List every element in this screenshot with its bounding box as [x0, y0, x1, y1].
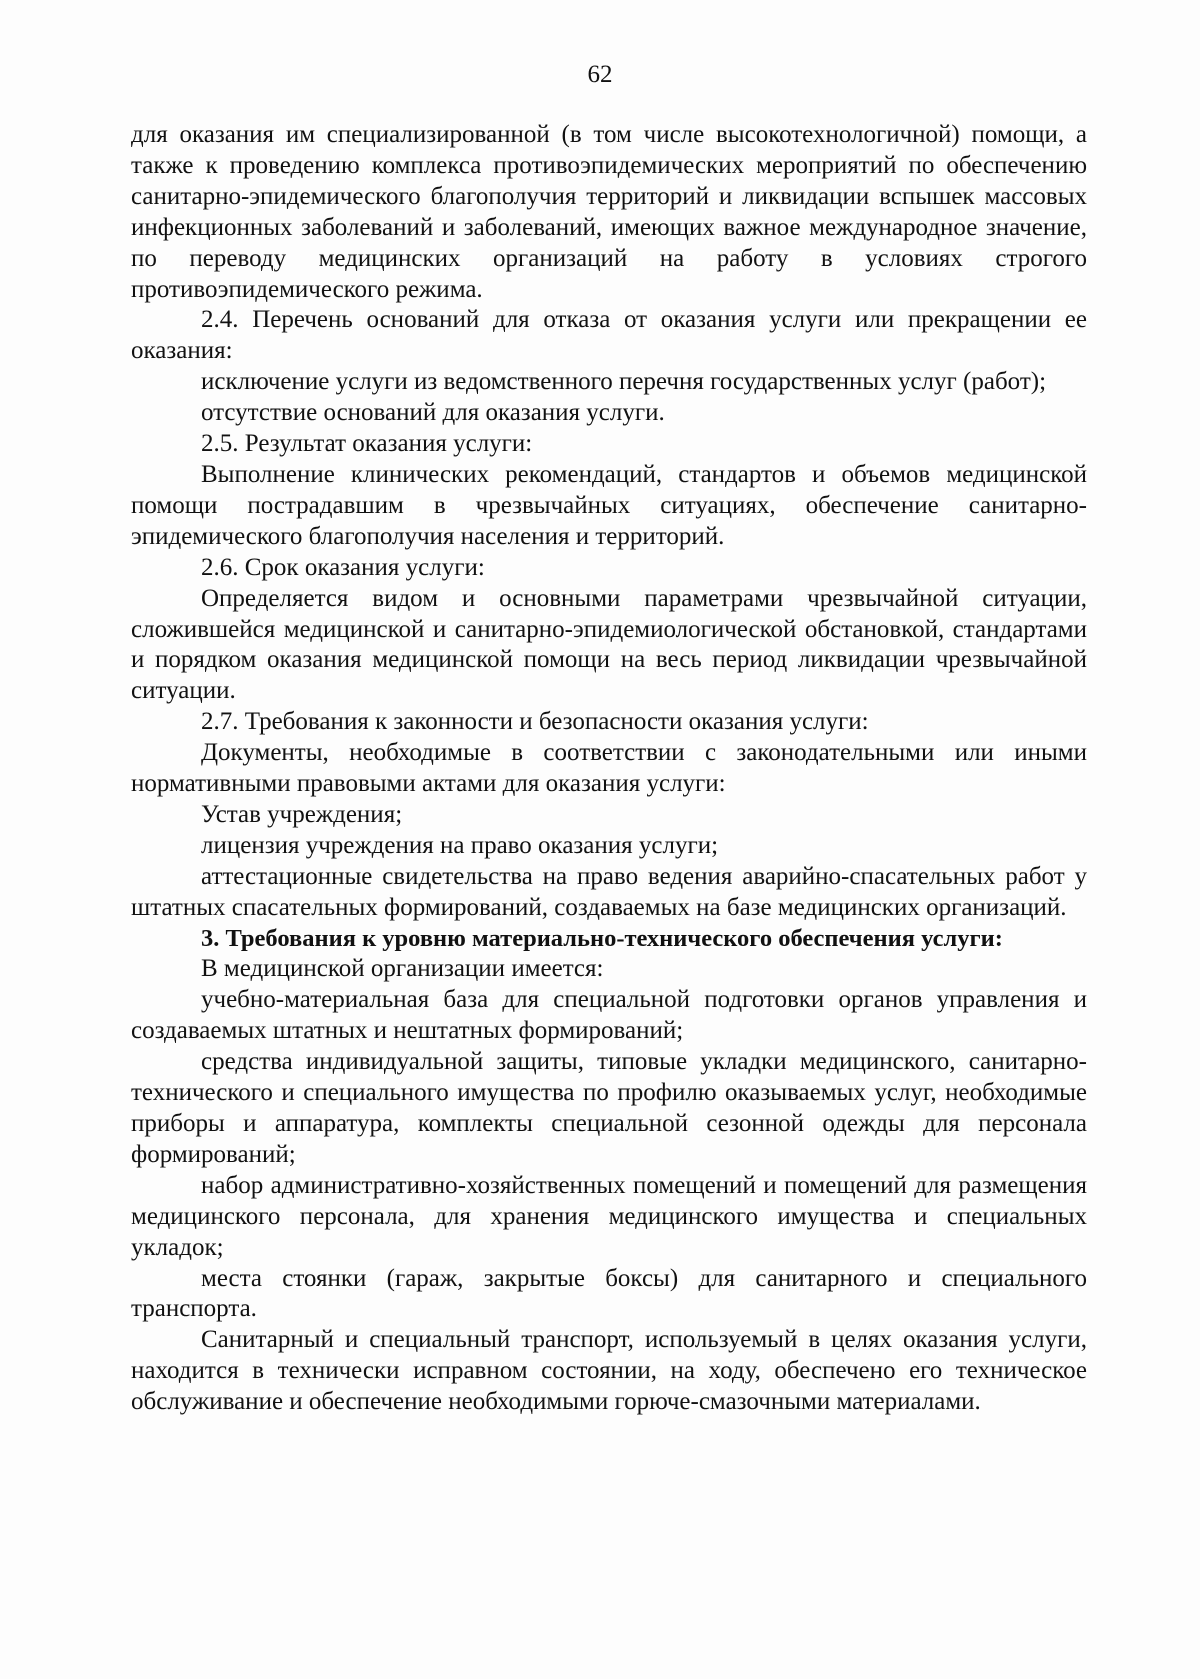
- paragraph-organization-has: В медицинской организации имеется:: [201, 955, 604, 983]
- paragraph-refusal-no-grounds: отсутствие оснований для оказания услуги.: [201, 399, 665, 427]
- paragraph-refusal-exclusion: исключение услуги из ведомственного перечня государственных услуг (работ);: [201, 368, 1047, 396]
- paragraph-protective-equipment: средства индивидуальной защиты, типовые укладки медицинского, санитарно-технического и специального имущества по профилю оказываемых услуг, необходимые приборы и аппаратура, комплекты специальной сезонной одежды для персонала формирований;: [131, 1048, 1087, 1168]
- paragraph-documents: Документы, необходимые в соответствии с законодательными или иными нормативными правовыми актами для оказания услуги:: [131, 739, 1087, 798]
- document-body: [131, 120, 1087, 1418]
- paragraph-certificates: аттестационные свидетельства на право ведения аварийно-спасательных работ у штатных спасательных формирований, создаваемых на базе медицинских организаций.: [131, 862, 1087, 921]
- paragraph-result: Выполнение клинических рекомендаций, стандартов и объемов медицинской помощи пострадавшим в чрезвычайных ситуациях, обеспечение санитарно-эпидемического благополучия населения и территорий.: [131, 460, 1087, 550]
- paragraph-license: лицензия учреждения на право оказания услуги;: [201, 831, 719, 859]
- paragraph-2-4-heading: 2.4. Перечень оснований для отказа от оказания услуги или прекращении ее оказания:: [131, 306, 1087, 365]
- paragraph-2-7-heading: 2.7. Требования к законности и безопасности оказания услуги:: [201, 708, 869, 736]
- paragraph-premises: набор административно-хозяйственных помещений и помещений для размещения медицинского персонала, для хранения медицинского имущества и специальных укладок;: [131, 1171, 1087, 1261]
- paragraph-training-base: учебно-материальная база для специальной подготовки органов управления и создаваемых штатных и нештатных формирований;: [131, 986, 1087, 1045]
- paragraph-transport: Санитарный и специальный транспорт, используемый в целях оказания услуги, находится в технически исправном состоянии, на ходу, обеспечено его техническое обслуживание и обеспечение необходимыми горюче-смазочными материалами.: [131, 1326, 1087, 1416]
- paragraph-2-5-heading: 2.5. Результат оказания услуги:: [201, 430, 533, 458]
- page-number: 62: [587, 61, 613, 88]
- paragraph-continuation: для оказания им специализированной (в том числе высокотехнологичной) помощи, а также к проведению комплекса противоэпидемических мероприятий по обеспечению санитарно-эпидемического благополучия территорий и ликвидации вспышек массовых инфекционных заболеваний и заболеваний, имеющих важное международное значение, по переводу медицинских организаций на работу в условиях строгого противоэпидемического режима.: [131, 121, 1087, 303]
- paragraph-charter: Устав учреждения;: [201, 800, 403, 828]
- paragraph-2-6-heading: 2.6. Срок оказания услуги:: [201, 553, 485, 581]
- paragraph-parking: места стоянки (гараж, закрытые боксы) для санитарного и специального транспорта.: [131, 1264, 1087, 1323]
- section-3-heading: 3. Требования к уровню материально-технического обеспечения услуги:: [201, 924, 1003, 952]
- paragraph-term: Определяется видом и основными параметрами чрезвычайной ситуации, сложившейся медицинской и санитарно-эпидемиологической обстановкой, стандартами и порядком оказания медицинской помощи на весь период ликвидации чрезвычайной ситуации.: [131, 584, 1087, 705]
